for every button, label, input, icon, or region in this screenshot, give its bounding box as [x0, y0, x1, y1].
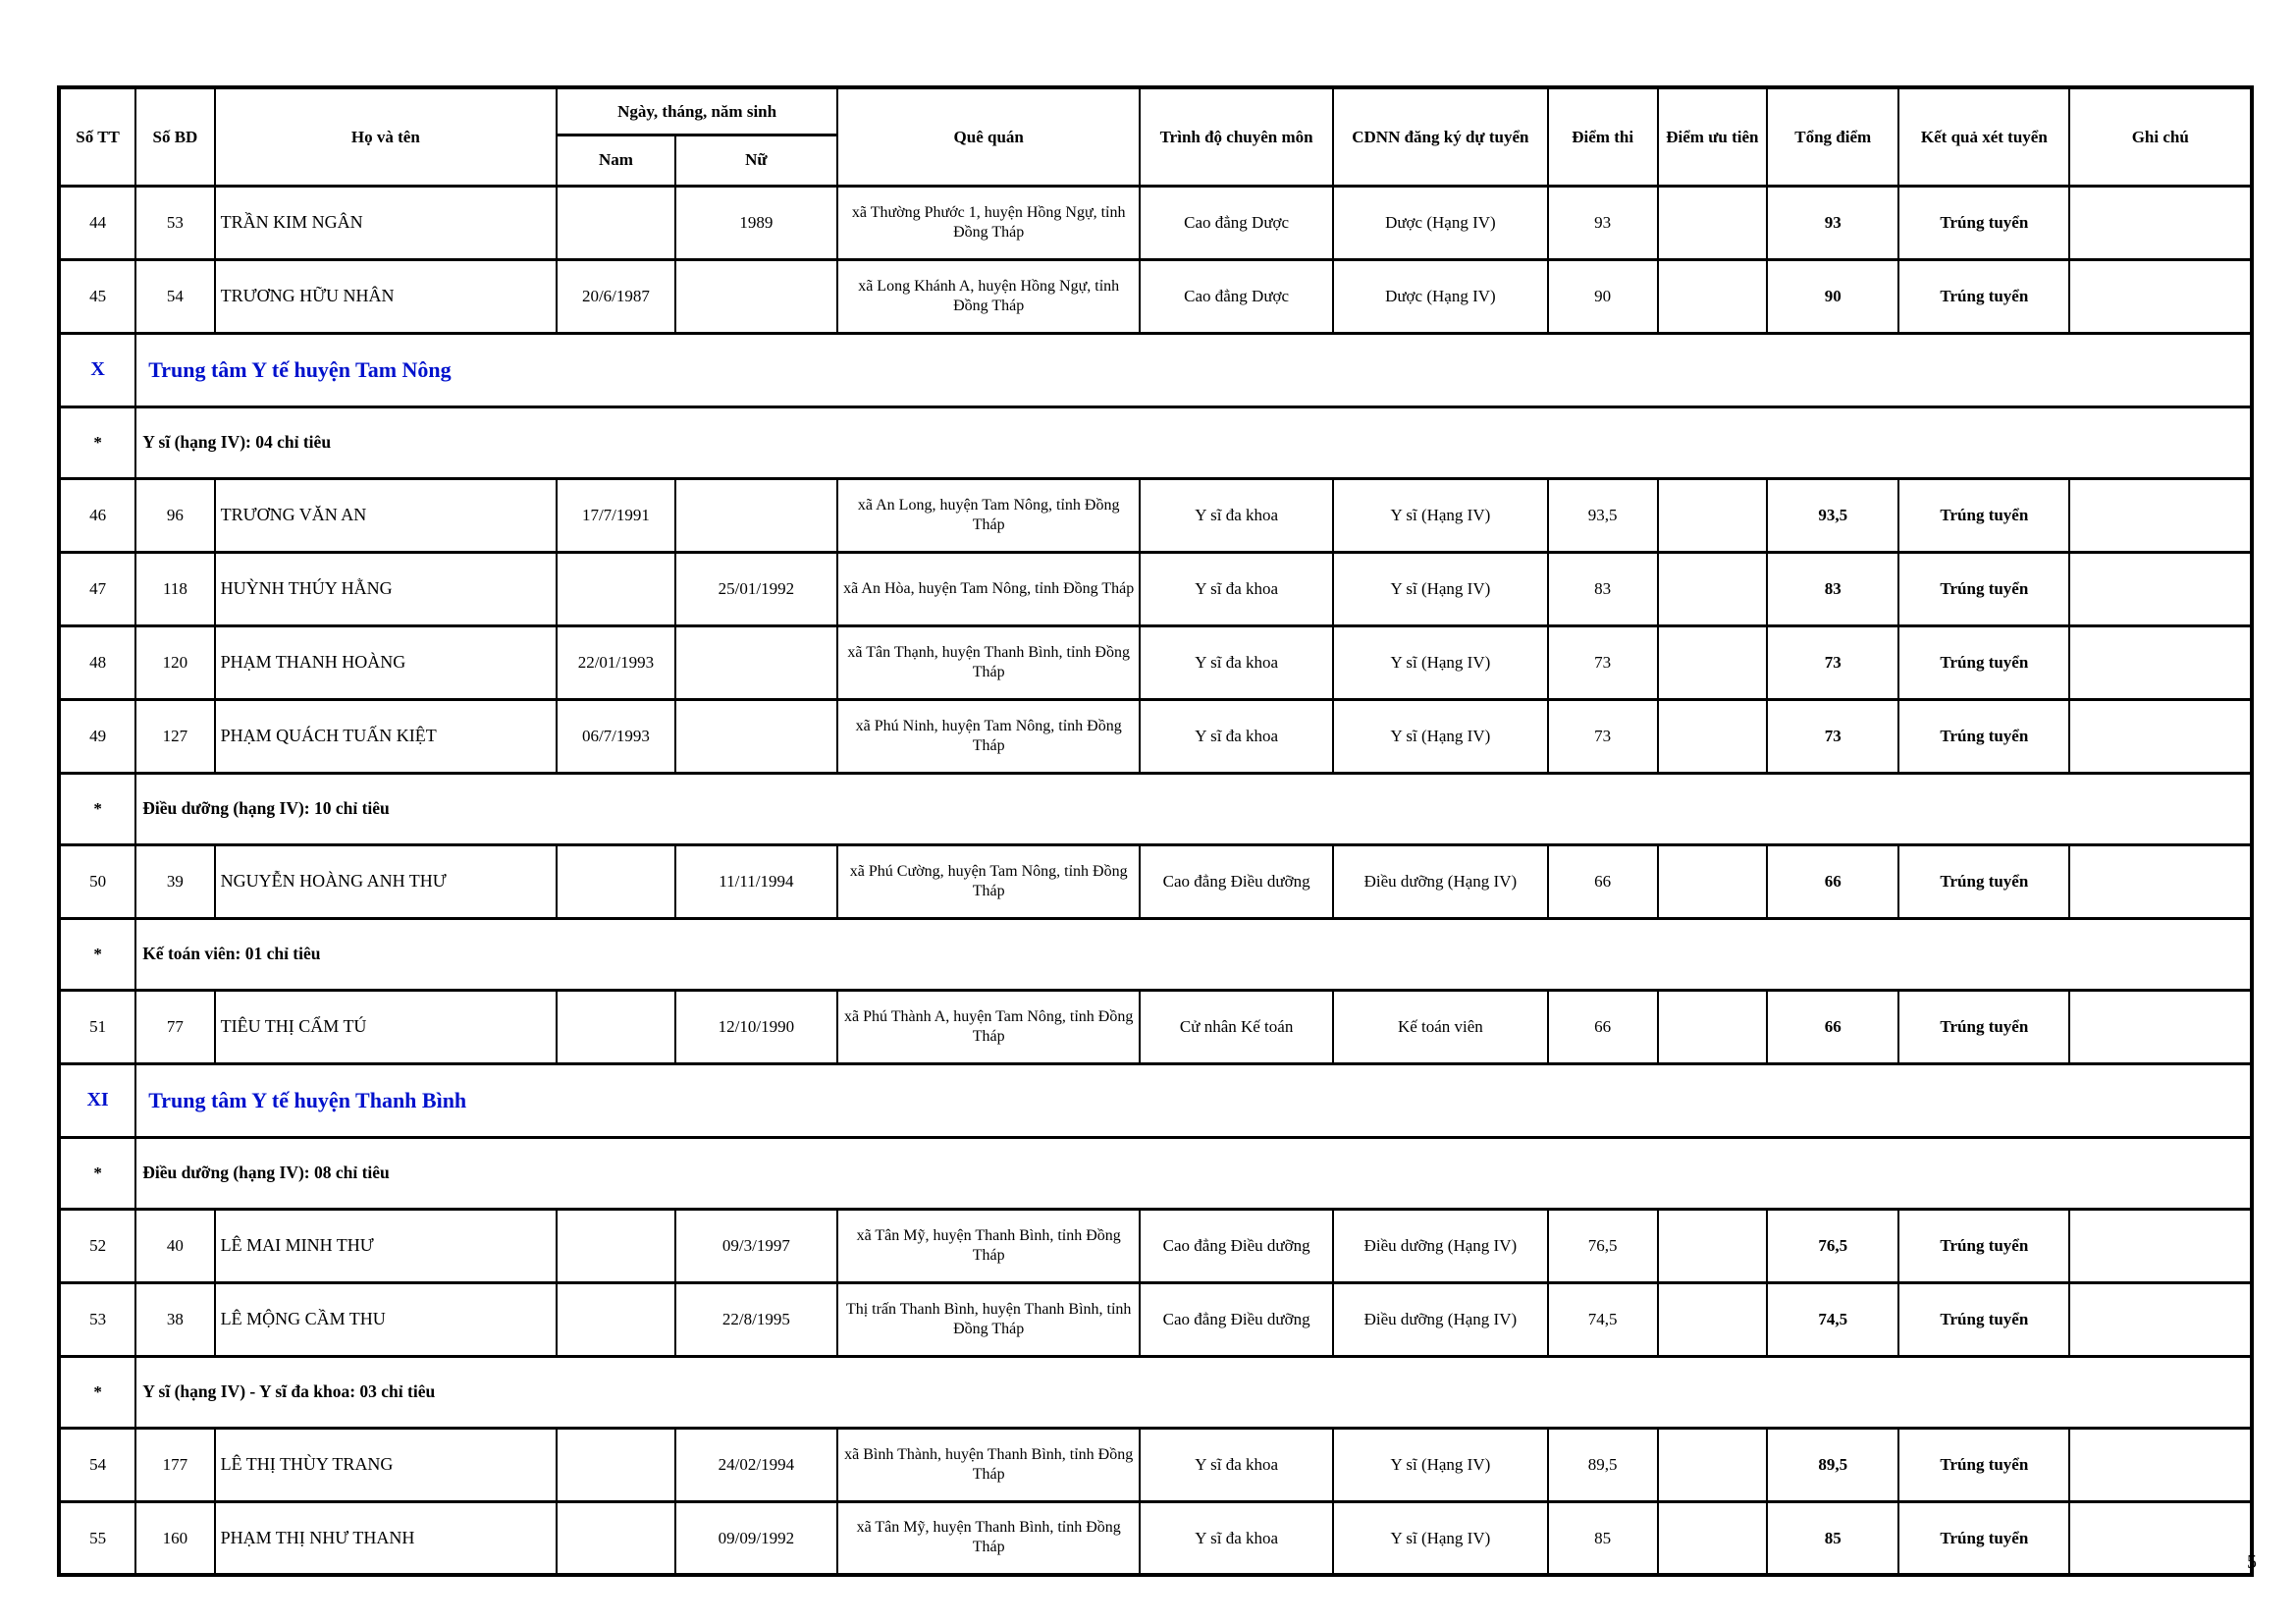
- table-row-candidate: [59, 1282, 2252, 1356]
- cell-ngay-sinh-nam: [557, 552, 675, 625]
- header-nu: Nữ: [675, 135, 837, 186]
- header-diem-uu-tien: Điểm ưu tiên: [1658, 87, 1768, 186]
- group-marker: *: [59, 1356, 135, 1428]
- cell-ngay-sinh-nam: [557, 1501, 675, 1575]
- cell-ghi-chu: [2069, 990, 2252, 1063]
- table-body: [59, 186, 2252, 1575]
- cell-cdnn: Điều dưỡng (Hạng IV): [1333, 1209, 1548, 1282]
- cell-diem-thi: 74,5: [1548, 1282, 1658, 1356]
- cell-ket-qua: Trúng tuyển: [1898, 1428, 2069, 1501]
- cell-ngay-sinh-nu: 25/01/1992: [675, 552, 837, 625]
- table-header: [59, 87, 2252, 186]
- cell-diem-uu-tien: [1658, 625, 1768, 699]
- cell-ngay-sinh-nam: [557, 1428, 675, 1501]
- candidates-table: [57, 85, 2254, 1577]
- table-row-candidate: [59, 478, 2252, 552]
- page-number: 5: [2247, 1551, 2257, 1573]
- cell-ket-qua: Trúng tuyển: [1898, 990, 2069, 1063]
- cell-ket-qua: Trúng tuyển: [1898, 699, 2069, 773]
- cell-ngay-sinh-nam: 17/7/1991: [557, 478, 675, 552]
- cell-ho-va-ten: TRƯƠNG HỮU NHÂN: [215, 259, 558, 333]
- cell-diem-uu-tien: [1658, 699, 1768, 773]
- section-numeral: XI: [59, 1063, 135, 1137]
- header-cdnn: CDNN đăng ký dự tuyển: [1333, 87, 1548, 186]
- cell-diem-uu-tien: [1658, 1282, 1768, 1356]
- group-marker: *: [59, 918, 135, 990]
- cell-que-quan: xã Long Khánh A, huyện Hồng Ngự, tỉnh Đồng Tháp: [837, 259, 1140, 333]
- cell-ngay-sinh-nam: 20/6/1987: [557, 259, 675, 333]
- cell-cdnn: Dược (Hạng IV): [1333, 259, 1548, 333]
- cell-ho-va-ten: TRẦN KIM NGÂN: [215, 186, 558, 259]
- table-row-group-header: [59, 918, 2252, 990]
- cell-so-bd: 54: [135, 259, 214, 333]
- cell-ho-va-ten: LÊ THỊ THÙY TRANG: [215, 1428, 558, 1501]
- table-row-section-header: [59, 1063, 2252, 1137]
- cell-trinh-do: Y sĩ đa khoa: [1140, 1501, 1333, 1575]
- cell-que-quan: xã Bình Thành, huyện Thanh Bình, tỉnh Đồng Tháp: [837, 1428, 1140, 1501]
- cell-diem-uu-tien: [1658, 259, 1768, 333]
- cell-tong-diem: 89,5: [1767, 1428, 1898, 1501]
- cell-diem-thi: 73: [1548, 699, 1658, 773]
- header-ho-va-ten: Họ và tên: [215, 87, 558, 186]
- cell-ghi-chu: [2069, 259, 2252, 333]
- cell-ghi-chu: [2069, 1282, 2252, 1356]
- cell-ho-va-ten: LÊ MỘNG CẦM THU: [215, 1282, 558, 1356]
- cell-ghi-chu: [2069, 699, 2252, 773]
- cell-so-tt: 52: [59, 1209, 135, 1282]
- cell-diem-thi: 90: [1548, 259, 1658, 333]
- cell-tong-diem: 66: [1767, 990, 1898, 1063]
- group-title: Điều dưỡng (hạng IV): 10 chỉ tiêu: [135, 773, 2252, 844]
- cell-que-quan: xã An Hòa, huyện Tam Nông, tỉnh Đồng Tháp: [837, 552, 1140, 625]
- cell-ket-qua: Trúng tuyển: [1898, 259, 2069, 333]
- cell-diem-thi: 93: [1548, 186, 1658, 259]
- cell-ngay-sinh-nu: [675, 478, 837, 552]
- group-marker: *: [59, 406, 135, 478]
- cell-diem-uu-tien: [1658, 844, 1768, 918]
- cell-so-tt: 49: [59, 699, 135, 773]
- cell-so-tt: 50: [59, 844, 135, 918]
- group-title: Điều dưỡng (hạng IV): 08 chỉ tiêu: [135, 1137, 2252, 1209]
- cell-ho-va-ten: LÊ MAI MINH THƯ: [215, 1209, 558, 1282]
- cell-tong-diem: 93: [1767, 186, 1898, 259]
- table-row-candidate: [59, 1428, 2252, 1501]
- table-row-group-header: [59, 1356, 2252, 1428]
- cell-ngay-sinh-nam: 22/01/1993: [557, 625, 675, 699]
- cell-que-quan: xã Phú Thành A, huyện Tam Nông, tỉnh Đồng Tháp: [837, 990, 1140, 1063]
- cell-ngay-sinh-nu: 12/10/1990: [675, 990, 837, 1063]
- cell-trinh-do: Cao đẳng Dược: [1140, 259, 1333, 333]
- cell-so-bd: 127: [135, 699, 214, 773]
- cell-ho-va-ten: PHẠM THANH HOÀNG: [215, 625, 558, 699]
- table-row-candidate: [59, 186, 2252, 259]
- cell-so-tt: 45: [59, 259, 135, 333]
- header-so-tt: Số TT: [59, 87, 135, 186]
- cell-ngay-sinh-nu: 22/8/1995: [675, 1282, 837, 1356]
- cell-ngay-sinh-nam: [557, 186, 675, 259]
- cell-so-tt: 46: [59, 478, 135, 552]
- cell-que-quan: xã Phú Ninh, huyện Tam Nông, tỉnh Đồng Tháp: [837, 699, 1140, 773]
- cell-so-bd: 160: [135, 1501, 214, 1575]
- cell-ket-qua: Trúng tuyển: [1898, 1209, 2069, 1282]
- cell-diem-uu-tien: [1658, 552, 1768, 625]
- section-title: Trung tâm Y tế huyện Thanh Bình: [135, 1063, 2252, 1137]
- cell-ghi-chu: [2069, 1209, 2252, 1282]
- cell-ket-qua: Trúng tuyển: [1898, 1501, 2069, 1575]
- cell-que-quan: Thị trấn Thanh Bình, huyện Thanh Bình, tỉnh Đồng Tháp: [837, 1282, 1140, 1356]
- header-trinh-do: Trình độ chuyên môn: [1140, 87, 1333, 186]
- table-row-candidate: [59, 1209, 2252, 1282]
- section-numeral: X: [59, 333, 135, 406]
- cell-ket-qua: Trúng tuyển: [1898, 844, 2069, 918]
- cell-trinh-do: Y sĩ đa khoa: [1140, 1428, 1333, 1501]
- cell-ngay-sinh-nu: 24/02/1994: [675, 1428, 837, 1501]
- table-row-group-header: [59, 406, 2252, 478]
- group-marker: *: [59, 773, 135, 844]
- cell-cdnn: Y sĩ (Hạng IV): [1333, 478, 1548, 552]
- group-marker: *: [59, 1137, 135, 1209]
- table-row-candidate: [59, 625, 2252, 699]
- cell-ghi-chu: [2069, 844, 2252, 918]
- cell-ngay-sinh-nam: [557, 1209, 675, 1282]
- cell-cdnn: Điều dưỡng (Hạng IV): [1333, 844, 1548, 918]
- cell-so-bd: 39: [135, 844, 214, 918]
- cell-so-tt: 47: [59, 552, 135, 625]
- cell-tong-diem: 76,5: [1767, 1209, 1898, 1282]
- cell-so-bd: 177: [135, 1428, 214, 1501]
- cell-tong-diem: 73: [1767, 625, 1898, 699]
- header-que-quan: Quê quán: [837, 87, 1140, 186]
- cell-so-bd: 38: [135, 1282, 214, 1356]
- cell-ghi-chu: [2069, 478, 2252, 552]
- table-row-candidate: [59, 990, 2252, 1063]
- cell-ket-qua: Trúng tuyển: [1898, 625, 2069, 699]
- section-title: Trung tâm Y tế huyện Tam Nông: [135, 333, 2252, 406]
- header-tong-diem: Tổng điểm: [1767, 87, 1898, 186]
- cell-cdnn: Điều dưỡng (Hạng IV): [1333, 1282, 1548, 1356]
- cell-que-quan: xã An Long, huyện Tam Nông, tỉnh Đồng Tháp: [837, 478, 1140, 552]
- cell-ngay-sinh-nu: 09/09/1992: [675, 1501, 837, 1575]
- cell-que-quan: xã Tân Thạnh, huyện Thanh Bình, tỉnh Đồng Tháp: [837, 625, 1140, 699]
- cell-trinh-do: Cao đẳng Điều dưỡng: [1140, 844, 1333, 918]
- cell-cdnn: Y sĩ (Hạng IV): [1333, 625, 1548, 699]
- cell-so-bd: 96: [135, 478, 214, 552]
- cell-trinh-do: Y sĩ đa khoa: [1140, 699, 1333, 773]
- cell-so-bd: 53: [135, 186, 214, 259]
- cell-diem-thi: 93,5: [1548, 478, 1658, 552]
- cell-ngay-sinh-nu: 11/11/1994: [675, 844, 837, 918]
- cell-ho-va-ten: NGUYỄN HOÀNG ANH THƯ: [215, 844, 558, 918]
- header-ghi-chu: Ghi chú: [2069, 87, 2252, 186]
- cell-ghi-chu: [2069, 1428, 2252, 1501]
- cell-tong-diem: 93,5: [1767, 478, 1898, 552]
- cell-diem-uu-tien: [1658, 478, 1768, 552]
- cell-tong-diem: 74,5: [1767, 1282, 1898, 1356]
- cell-diem-thi: 76,5: [1548, 1209, 1658, 1282]
- header-nam: Nam: [557, 135, 675, 186]
- cell-diem-uu-tien: [1658, 186, 1768, 259]
- cell-ngay-sinh-nu: [675, 259, 837, 333]
- cell-ket-qua: Trúng tuyển: [1898, 1282, 2069, 1356]
- cell-diem-thi: 85: [1548, 1501, 1658, 1575]
- cell-so-tt: 51: [59, 990, 135, 1063]
- cell-trinh-do: Y sĩ đa khoa: [1140, 478, 1333, 552]
- cell-cdnn: Dược (Hạng IV): [1333, 186, 1548, 259]
- cell-ho-va-ten: PHẠM QUÁCH TUẤN KIỆT: [215, 699, 558, 773]
- cell-cdnn: Y sĩ (Hạng IV): [1333, 1501, 1548, 1575]
- cell-diem-thi: 83: [1548, 552, 1658, 625]
- cell-cdnn: Kế toán viên: [1333, 990, 1548, 1063]
- cell-trinh-do: Y sĩ đa khoa: [1140, 625, 1333, 699]
- cell-trinh-do: Cao đẳng Điều dưỡng: [1140, 1209, 1333, 1282]
- recruitment-result-table-page: [57, 85, 2254, 1577]
- cell-ngay-sinh-nu: [675, 625, 837, 699]
- cell-diem-thi: 66: [1548, 844, 1658, 918]
- cell-diem-uu-tien: [1658, 1501, 1768, 1575]
- cell-diem-uu-tien: [1658, 1428, 1768, 1501]
- header-ngay-sinh: Ngày, tháng, năm sinh: [557, 87, 837, 135]
- cell-diem-uu-tien: [1658, 1209, 1768, 1282]
- cell-cdnn: Y sĩ (Hạng IV): [1333, 699, 1548, 773]
- table-row-group-header: [59, 1137, 2252, 1209]
- table-row-candidate: [59, 259, 2252, 333]
- cell-ghi-chu: [2069, 552, 2252, 625]
- cell-so-bd: 120: [135, 625, 214, 699]
- table-row-candidate: [59, 844, 2252, 918]
- table-row-candidate: [59, 1501, 2252, 1575]
- group-title: Kế toán viên: 01 chỉ tiêu: [135, 918, 2252, 990]
- cell-so-bd: 40: [135, 1209, 214, 1282]
- cell-ket-qua: Trúng tuyển: [1898, 186, 2069, 259]
- cell-ho-va-ten: TRƯƠNG VĂN AN: [215, 478, 558, 552]
- cell-so-tt: 44: [59, 186, 135, 259]
- cell-diem-thi: 66: [1548, 990, 1658, 1063]
- table-row-group-header: [59, 773, 2252, 844]
- cell-so-tt: 48: [59, 625, 135, 699]
- cell-so-bd: 118: [135, 552, 214, 625]
- cell-so-tt: 53: [59, 1282, 135, 1356]
- table-row-candidate: [59, 552, 2252, 625]
- cell-que-quan: xã Tân Mỹ, huyện Thanh Bình, tỉnh Đồng Tháp: [837, 1501, 1140, 1575]
- cell-ghi-chu: [2069, 1501, 2252, 1575]
- cell-ngay-sinh-nam: [557, 990, 675, 1063]
- cell-ket-qua: Trúng tuyển: [1898, 552, 2069, 625]
- cell-trinh-do: Cử nhân Kế toán: [1140, 990, 1333, 1063]
- cell-tong-diem: 83: [1767, 552, 1898, 625]
- cell-diem-thi: 73: [1548, 625, 1658, 699]
- header-diem-thi: Điểm thi: [1548, 87, 1658, 186]
- cell-so-tt: 54: [59, 1428, 135, 1501]
- table-row-candidate: [59, 699, 2252, 773]
- cell-ngay-sinh-nu: 1989: [675, 186, 837, 259]
- header-ket-qua: Kết quả xét tuyển: [1898, 87, 2069, 186]
- cell-ngay-sinh-nu: 09/3/1997: [675, 1209, 837, 1282]
- cell-diem-uu-tien: [1658, 990, 1768, 1063]
- cell-que-quan: xã Tân Mỹ, huyện Thanh Bình, tỉnh Đồng Tháp: [837, 1209, 1140, 1282]
- group-title: Y sĩ (hạng IV): 04 chỉ tiêu: [135, 406, 2252, 478]
- cell-ngay-sinh-nu: [675, 699, 837, 773]
- table-row-section-header: [59, 333, 2252, 406]
- cell-cdnn: Y sĩ (Hạng IV): [1333, 1428, 1548, 1501]
- cell-cdnn: Y sĩ (Hạng IV): [1333, 552, 1548, 625]
- cell-diem-thi: 89,5: [1548, 1428, 1658, 1501]
- cell-trinh-do: Cao đẳng Điều dưỡng: [1140, 1282, 1333, 1356]
- cell-tong-diem: 66: [1767, 844, 1898, 918]
- cell-tong-diem: 90: [1767, 259, 1898, 333]
- cell-ho-va-ten: TIÊU THỊ CẨM TÚ: [215, 990, 558, 1063]
- cell-so-tt: 55: [59, 1501, 135, 1575]
- cell-ghi-chu: [2069, 625, 2252, 699]
- cell-ho-va-ten: HUỲNH THÚY HẰNG: [215, 552, 558, 625]
- cell-tong-diem: 85: [1767, 1501, 1898, 1575]
- cell-ket-qua: Trúng tuyển: [1898, 478, 2069, 552]
- group-title: Y sĩ (hạng IV) - Y sĩ đa khoa: 03 chỉ tiêu: [135, 1356, 2252, 1428]
- cell-trinh-do: Cao đẳng Dược: [1140, 186, 1333, 259]
- cell-ngay-sinh-nam: [557, 1282, 675, 1356]
- cell-trinh-do: Y sĩ đa khoa: [1140, 552, 1333, 625]
- cell-que-quan: xã Phú Cường, huyện Tam Nông, tỉnh Đồng Tháp: [837, 844, 1140, 918]
- cell-ho-va-ten: PHẠM THỊ NHƯ THANH: [215, 1501, 558, 1575]
- cell-ngay-sinh-nam: 06/7/1993: [557, 699, 675, 773]
- cell-so-bd: 77: [135, 990, 214, 1063]
- cell-ngay-sinh-nam: [557, 844, 675, 918]
- cell-ghi-chu: [2069, 186, 2252, 259]
- header-so-bd: Số BD: [135, 87, 214, 186]
- cell-tong-diem: 73: [1767, 699, 1898, 773]
- cell-que-quan: xã Thường Phước 1, huyện Hồng Ngự, tỉnh Đồng Tháp: [837, 186, 1140, 259]
